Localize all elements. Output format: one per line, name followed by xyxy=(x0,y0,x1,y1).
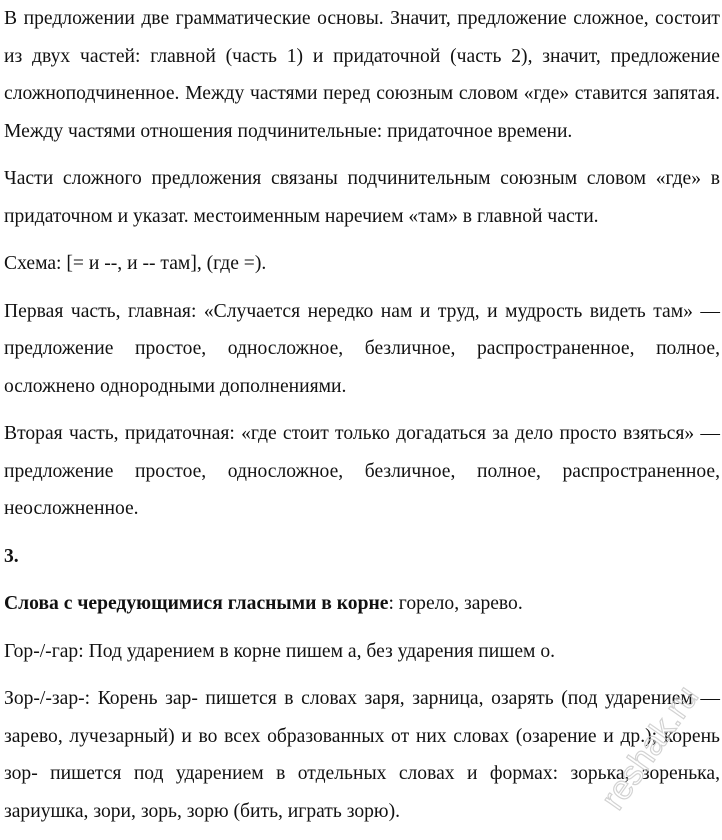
paragraph-gor-gar-rule: Гор-/-гар: Под ударением в корне пишем а, без ударения пишем о. xyxy=(4,640,556,662)
paragraph-grammar-bases: В предложении две грамматические основы. Значит, предложение сложное, состоит из двух частей: главной (часть 1) и придаточной (часть 2), значит, предложение сложноподчиненное. Между частями перед союзным словом «где» ставится запятая. Между частями отношения подчинительные: придаточное времени. xyxy=(4,8,720,142)
paragraph-connection: Части сложного предложения связаны подчинительным союзным словом «где» в придаточном и указат. местоименным наречием «там» в главной части. xyxy=(4,168,720,227)
document-body xyxy=(4,0,720,840)
watermark-text: reshak.ru xyxy=(593,678,707,817)
paragraph-scheme: Схема: [= и --, и -- там], (где =). xyxy=(4,253,267,274)
section-number: 3. xyxy=(4,545,19,567)
alternating-vowels-label: Слова с чередующимися гласными в корне xyxy=(4,593,389,614)
paragraph-alternating-vowels xyxy=(4,585,720,623)
alternating-vowels-words: : горело, зарево. xyxy=(388,593,523,614)
paragraph-first-part: Первая часть, главная: «Случается нередко нам и труд, и мудрость видеть там» — предложение простое, односложное, безличное, распространенное, полное, осложнено однородными дополнениями. xyxy=(4,300,720,397)
paragraph-second-part: Вторая часть, придаточная: «где стоит только догадаться за дело просто взяться» — предложение простое, односложное, безличное, полное, распространенное, неосложненное. xyxy=(4,423,720,519)
paragraph-zor-zar-rule: Зор-/-зар-: Корень зар- пишется в словах заря, зарница, озарять (под ударением — зарево, лучезарный) и во всех образованных от них словах (озарение и др.); корень зор- пишется под ударением в отдельных словах и формах: зорька, зоренька, зариушка, зори, зорь, зорю (бить, играть зорю). xyxy=(4,688,720,822)
